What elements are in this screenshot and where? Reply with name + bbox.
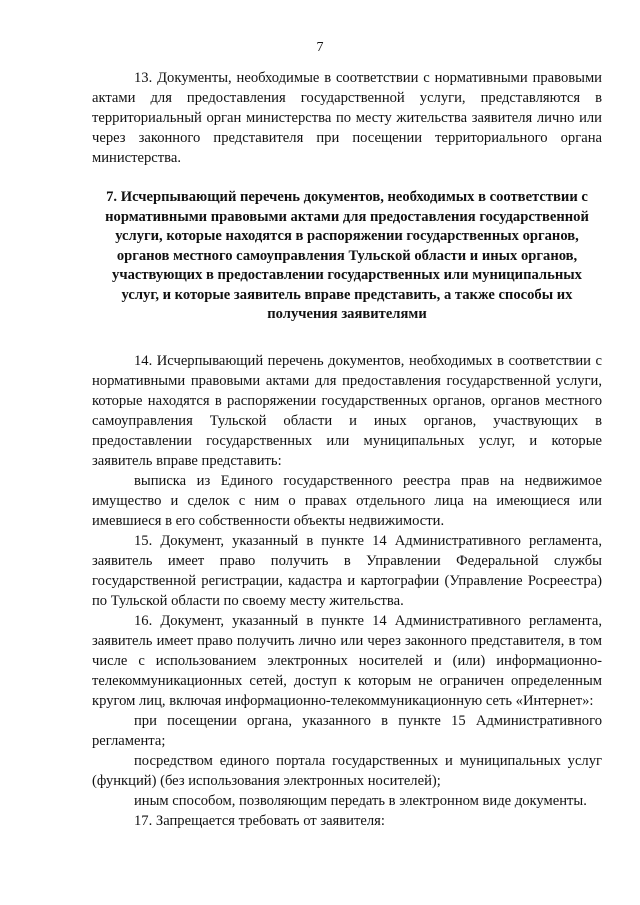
heading-line: органов местного самоуправления Тульской области и иных органов, xyxy=(116,247,578,264)
heading-line: 7. Исчерпывающий перечень документов, необходимых в соответствии с xyxy=(106,189,588,205)
heading-line: услуги, которые находятся в распоряжении государственных органов, xyxy=(115,228,579,244)
section-heading-7 xyxy=(92,188,602,325)
paragraph-13: 13. Документы, необходимые в соответствии с нормативными правовыми актами для предоставления государственной услуги, представляются в территориальный орган министерства по месту жительства заявителя лично или через законного представителя при посещении территориального органа министерства. xyxy=(92,70,602,166)
paragraph-16: 16. Документ, указанный в пункте 14 Административного регламента, заявитель имеет право получить лично или через законного представителя, в том числе с использованием электронных носителей и (или) информационно-телекоммуникационных сетей, доступ к которым не ограничен определенным кругом лиц, включая информационно-телекоммуникационную сеть «Интернет»: xyxy=(92,612,602,709)
paragraph-17: 17. Запрещается требовать от заявителя: xyxy=(134,812,385,829)
paragraph-15: 15. Документ, указанный в пункте 14 Административного регламента, заявитель имеет право получить в Управлении Федеральной службы государственной регистрации, кадастра и картографии (Управление Росреестра) по Тульской области по своему месту жительства. xyxy=(92,532,602,609)
document-body xyxy=(92,68,602,831)
heading-line: получения заявителями xyxy=(267,306,427,322)
paragraph-16-item-1: при посещении органа, указанного в пункте 15 Административного регламента; xyxy=(92,712,602,749)
paragraph-14: 14. Исчерпывающий перечень документов, необходимых в соответствии с нормативными правовыми актами для предоставления государственной услуги, которые находятся в распоряжении государственных органов, органов местного самоуправления Тульской области и иных органов, участвующих в предоставлении государственных или муниципальных услуг, и которые заявитель вправе представить: xyxy=(92,352,602,469)
page-number: 7 xyxy=(316,40,324,55)
paragraph-14-item: выписка из Единого государственного реестра прав на недвижимое имущество и сделок с ним о правах отдельного лица на имеющиеся или имевшиеся в его собственности объекты недвижимости. xyxy=(92,472,602,529)
heading-line: нормативными правовыми актами для предоставления государственной xyxy=(105,208,589,225)
heading-line: услуг, и которые заявитель вправе представить, а также способы их xyxy=(121,286,573,303)
heading-line: участвующих в предоставлении государственных или муниципальных xyxy=(112,267,582,283)
paragraph-16-item-3: иным способом, позволяющим передать в электронном виде документы. xyxy=(134,792,587,809)
paragraph-16-item-2: посредством единого портала государственных и муниципальных услуг (функций) (без использования электронных носителей); xyxy=(92,752,602,789)
